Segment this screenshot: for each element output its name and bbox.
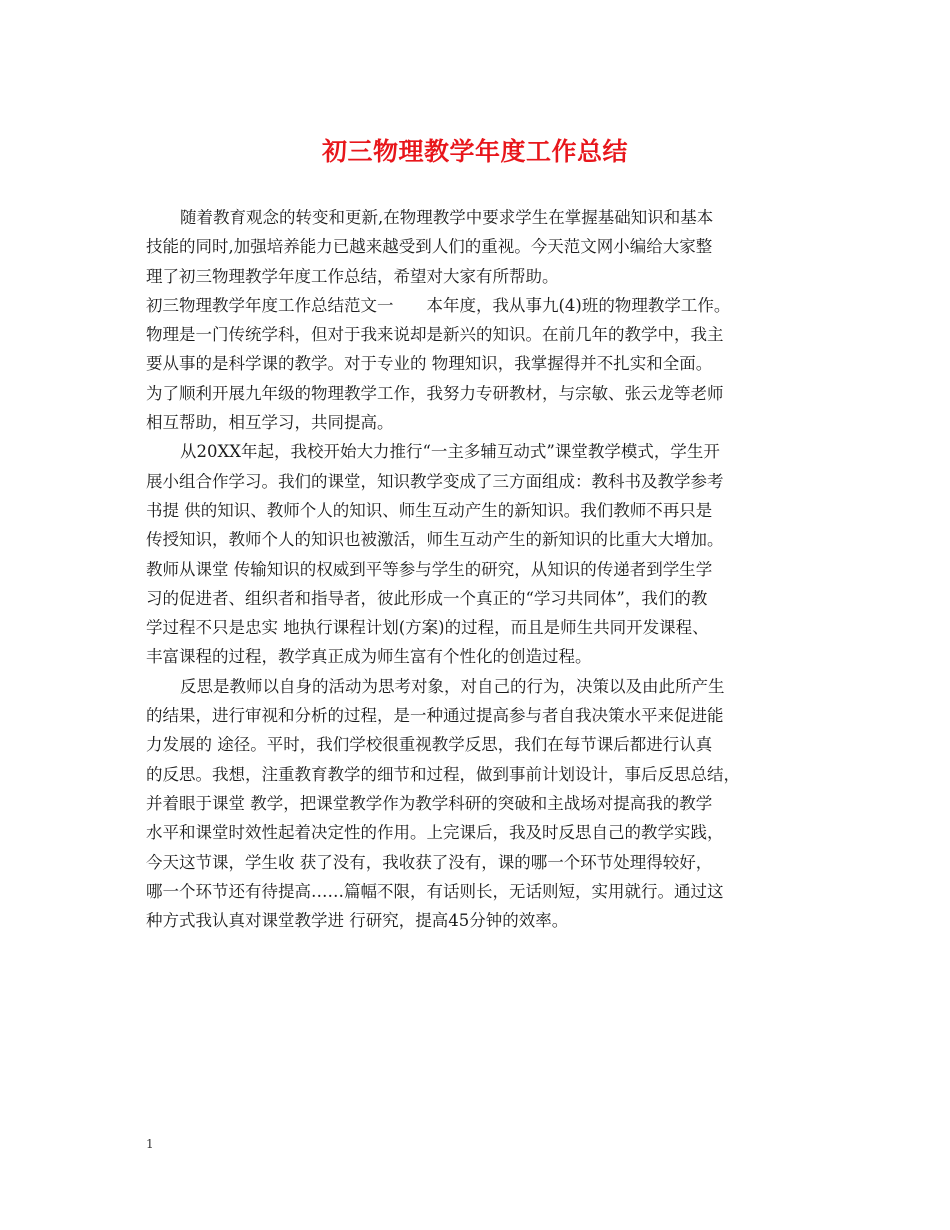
text-line: 要从事的是科学课的教学。对于专业的 物理知识，我掌握得并不扎实和全面。 xyxy=(146,354,713,374)
text-line: 初三物理教学年度工作总结范文一 本年度，我从事九(4)班的物理教学工作。 xyxy=(146,295,731,315)
text-line: 随着教育观念的转变和更新,在物理教学中要求学生在掌握基础知识和基本 xyxy=(180,208,714,227)
text-line: 理了初三物理教学年度工作总结，希望对大家有所帮助。 xyxy=(146,266,559,286)
text-line: 的结果，进行审视和分析的过程，是一种通过提高参与者自我决策水平来促进能 xyxy=(146,706,724,726)
text-line: 传授知识，教师个人的知识也被激活，师生互动产生的新知识的比重大大增加。 xyxy=(146,530,724,550)
text-line: 习的促进者、组织者和指导者，彼此形成一个真正的“学习共同体”，我们的教 xyxy=(146,588,708,608)
text-line: 今天这节课，学生收 获了没有，我收获了没有，课的哪一个环节处理得较好， xyxy=(146,852,713,872)
text-line: 力发展的 途径。平时，我们学校很重视教学反思，我们在每节课后都进行认真 xyxy=(146,735,713,755)
page-number: 1 xyxy=(146,1137,154,1151)
text-line: 书提 供的知识、教师个人的知识、师生互动产生的新知识。我们教师不再只是 xyxy=(146,500,713,520)
text-line: 展小组合作学习。我们的课堂，知识教学变成了三方面组成：教科书及教学参考 xyxy=(146,471,724,491)
text-line: 丰富课程的过程，教学真正成为师生富有个性化的创造过程。 xyxy=(146,647,592,667)
text-line: 为了顺利开展九年级的物理教学工作，我努力专研教材，与宗敏、张云龙等老师 xyxy=(146,383,724,403)
text-line: 物理是一门传统学科，但对于我来说却是新兴的知识。在前几年的教学中，我主 xyxy=(146,325,724,345)
page-title: 初三物理教学年度工作总结 xyxy=(321,137,628,166)
text-line: 并着眼于课堂 教学，把课堂教学作为教学科研的突破和主战场对提高我的教学 xyxy=(146,793,713,813)
text-line: 反思是教师以自身的活动为思考对象，对自己的行为，决策以及由此所产生 xyxy=(180,676,725,696)
text-line: 哪一个环节还有待提高……篇幅不限，有话则长，无话则短，实用就行。通过这 xyxy=(146,881,724,901)
document-body xyxy=(146,203,806,935)
text-line: 相互帮助，相互学习，共同提高。 xyxy=(146,413,394,433)
text-line: 教师从课堂 传输知识的权威到平等参与学生的研究，从知识的传递者到学生学 xyxy=(146,559,713,579)
text-line: 从20XX年起，我校开始大力推行“一主多辅互动式”课堂教学模式，学生开 xyxy=(180,442,720,462)
text-line: 技能的同时,加强培养能力已越来越受到人们的重视。今天范文网小编给大家整 xyxy=(146,237,713,257)
text-line: 水平和课堂时效性起着决定性的作用。上完课后，我及时反思自己的教学实践， xyxy=(146,823,724,843)
text-line: 的反思。我想，注重教育教学的细节和过程，做到事前计划设计，事后反思总结， xyxy=(146,764,740,784)
text-line: 学过程不只是忠实 地执行课程计划(方案)的过程，而且是师生共同开发课程、 xyxy=(146,618,709,638)
text-line: 种方式我认真对课堂教学进 行研究，提高45分钟的效率。 xyxy=(146,911,569,931)
